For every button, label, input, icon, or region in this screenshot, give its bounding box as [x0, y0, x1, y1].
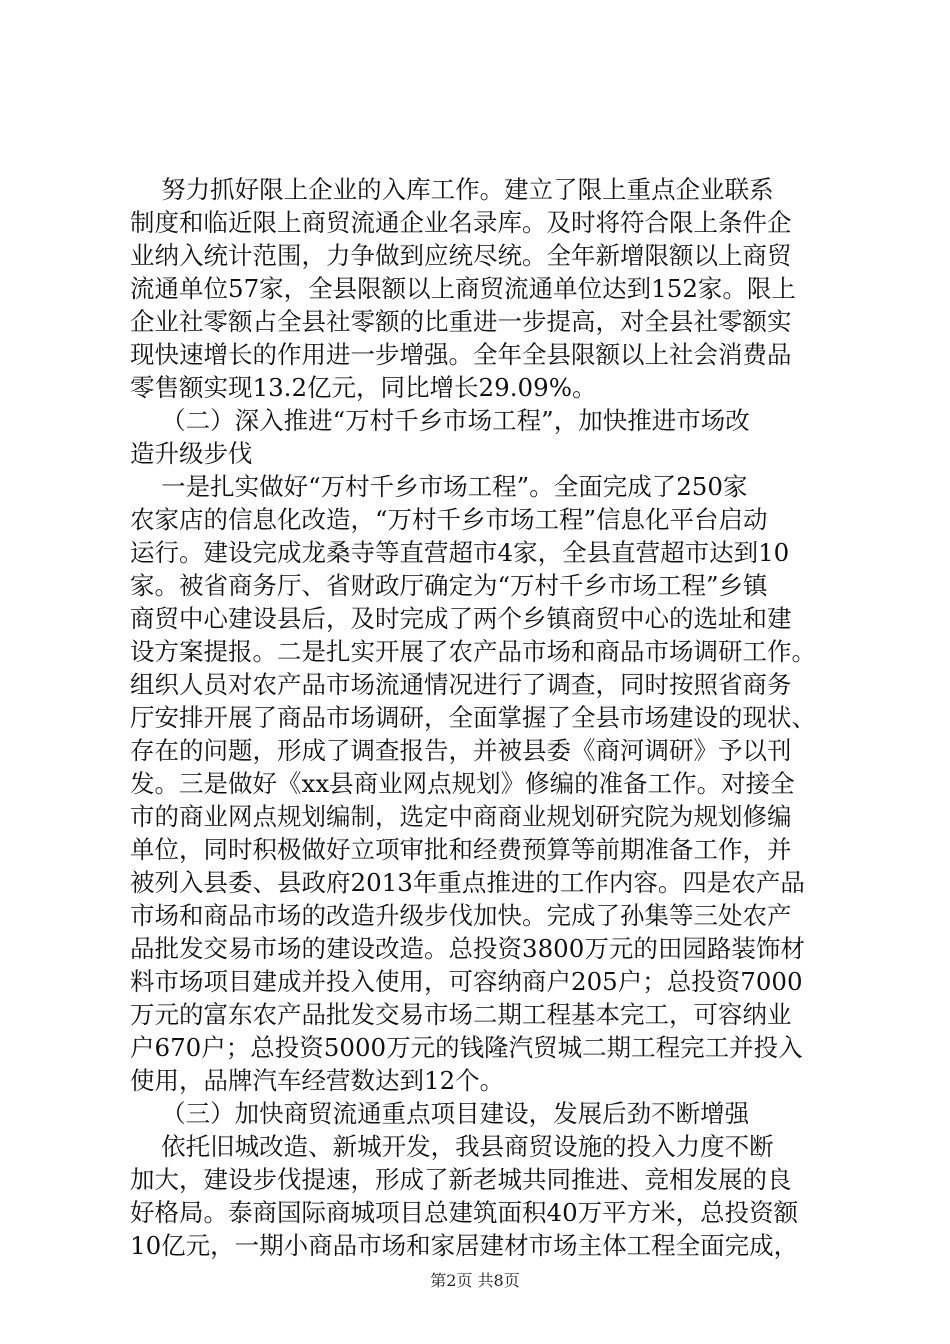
text-line: 设方案提报。二是扎实开展了农产品市场和商品市场调研工作。 [130, 637, 816, 666]
text-line: 零售额实现13.2亿元，同比增长29.09%。 [130, 373, 597, 402]
text-line: 厅安排开展了商品市场调研，全面掌握了全县市场建设的现状、 [130, 703, 816, 732]
text-line: 存在的问题，形成了调查报告，并被县委《商河调研》予以刊 [130, 736, 792, 765]
text-line: 品批发交易市场的建设改造。总投资3800万元的田园路装饰材 [130, 934, 805, 963]
text-line: 运行。建设完成龙桑寺等直营超市4家，全县直营超市达到10 [130, 538, 790, 567]
text-line: 市的商业网点规划编制，选定中商商业规划研究院为规划修编 [130, 802, 792, 831]
text-line: 市场和商品市场的改造升级步伐加快。完成了孙集等三处农产 [130, 901, 792, 930]
text-line: 万元的富东农产品批发交易市场二期工程基本完工，可容纳业 [130, 1000, 792, 1029]
section-heading-3: （三）加快商贸流通重点项目建设，发展后劲不断增强 [130, 1099, 750, 1128]
text-line: 户670户；总投资5000万元的钱隆汽贸城二期工程完工并投入 [130, 1033, 803, 1062]
text-line: 一是扎实做好“万村千乡市场工程”。全面完成了250家 [130, 472, 748, 501]
text-line: 单位，同时积极做好立项审批和经费预算等前期准备工作，并 [130, 835, 792, 864]
text-line: 加大，建设步伐提速，形成了新老城共同推进、竞相发展的良 [130, 1165, 792, 1194]
section-heading-2-cont: 造升级步伐 [130, 439, 253, 468]
text-line: 农家店的信息化改造，“万村千乡市场工程”信息化平台启动 [130, 505, 768, 534]
text-line: 制度和临近限上商贸流通企业名录库。及时将符合限上条件企 [130, 208, 792, 237]
text-line: 流通单位57家，全县限额以上商贸流通单位达到152家。限上 [130, 274, 796, 303]
text-line: 努力抓好限上企业的入库工作。建立了限上重点企业联系 [130, 175, 774, 204]
text-line: 组织人员对农产品市场流通情况进行了调查，同时按照省商务 [130, 670, 792, 699]
text-line: 家。被省商务厅、省财政厅确定为“万村千乡市场工程”乡镇 [130, 571, 768, 600]
section-heading-2: （二）深入推进“万村千乡市场工程”，加快推进市场改 [130, 406, 750, 435]
text-line: 企业社零额占全县社零额的比重进一步提高，对全县社零额实 [130, 307, 792, 336]
text-line: 依托旧城改造、新城开发，我县商贸设施的投入力度不断 [130, 1132, 774, 1161]
page-number: 第2页 共8页 [430, 1271, 520, 1290]
text-line: 现快速增长的作用进一步增强。全年全县限额以上社会消费品 [130, 340, 792, 369]
text-line: 发。三是做好《xx县商业网点规划》修编的准备工作。对接全 [130, 769, 795, 798]
text-line: 10亿元，一期小商品市场和家居建材市场主体工程全面完成， [130, 1231, 799, 1260]
text-line: 被列入县委、县政府2013年重点推进的工作内容。四是农产品 [130, 868, 805, 897]
text-line: 业纳入统计范围，力争做到应统尽统。全年新增限额以上商贸 [130, 241, 792, 270]
text-line: 料市场项目建成并投入使用，可容纳商户205户；总投资7000 [130, 967, 803, 996]
text-line: 好格局。泰商国际商城项目总建筑面积40万平方米，总投资额 [130, 1198, 799, 1227]
text-line: 使用，品牌汽车经营数达到12个。 [130, 1066, 505, 1095]
page-footer [0, 1271, 950, 1291]
text-line: 商贸中心建设县后，及时完成了两个乡镇商贸中心的选址和建 [130, 604, 792, 633]
